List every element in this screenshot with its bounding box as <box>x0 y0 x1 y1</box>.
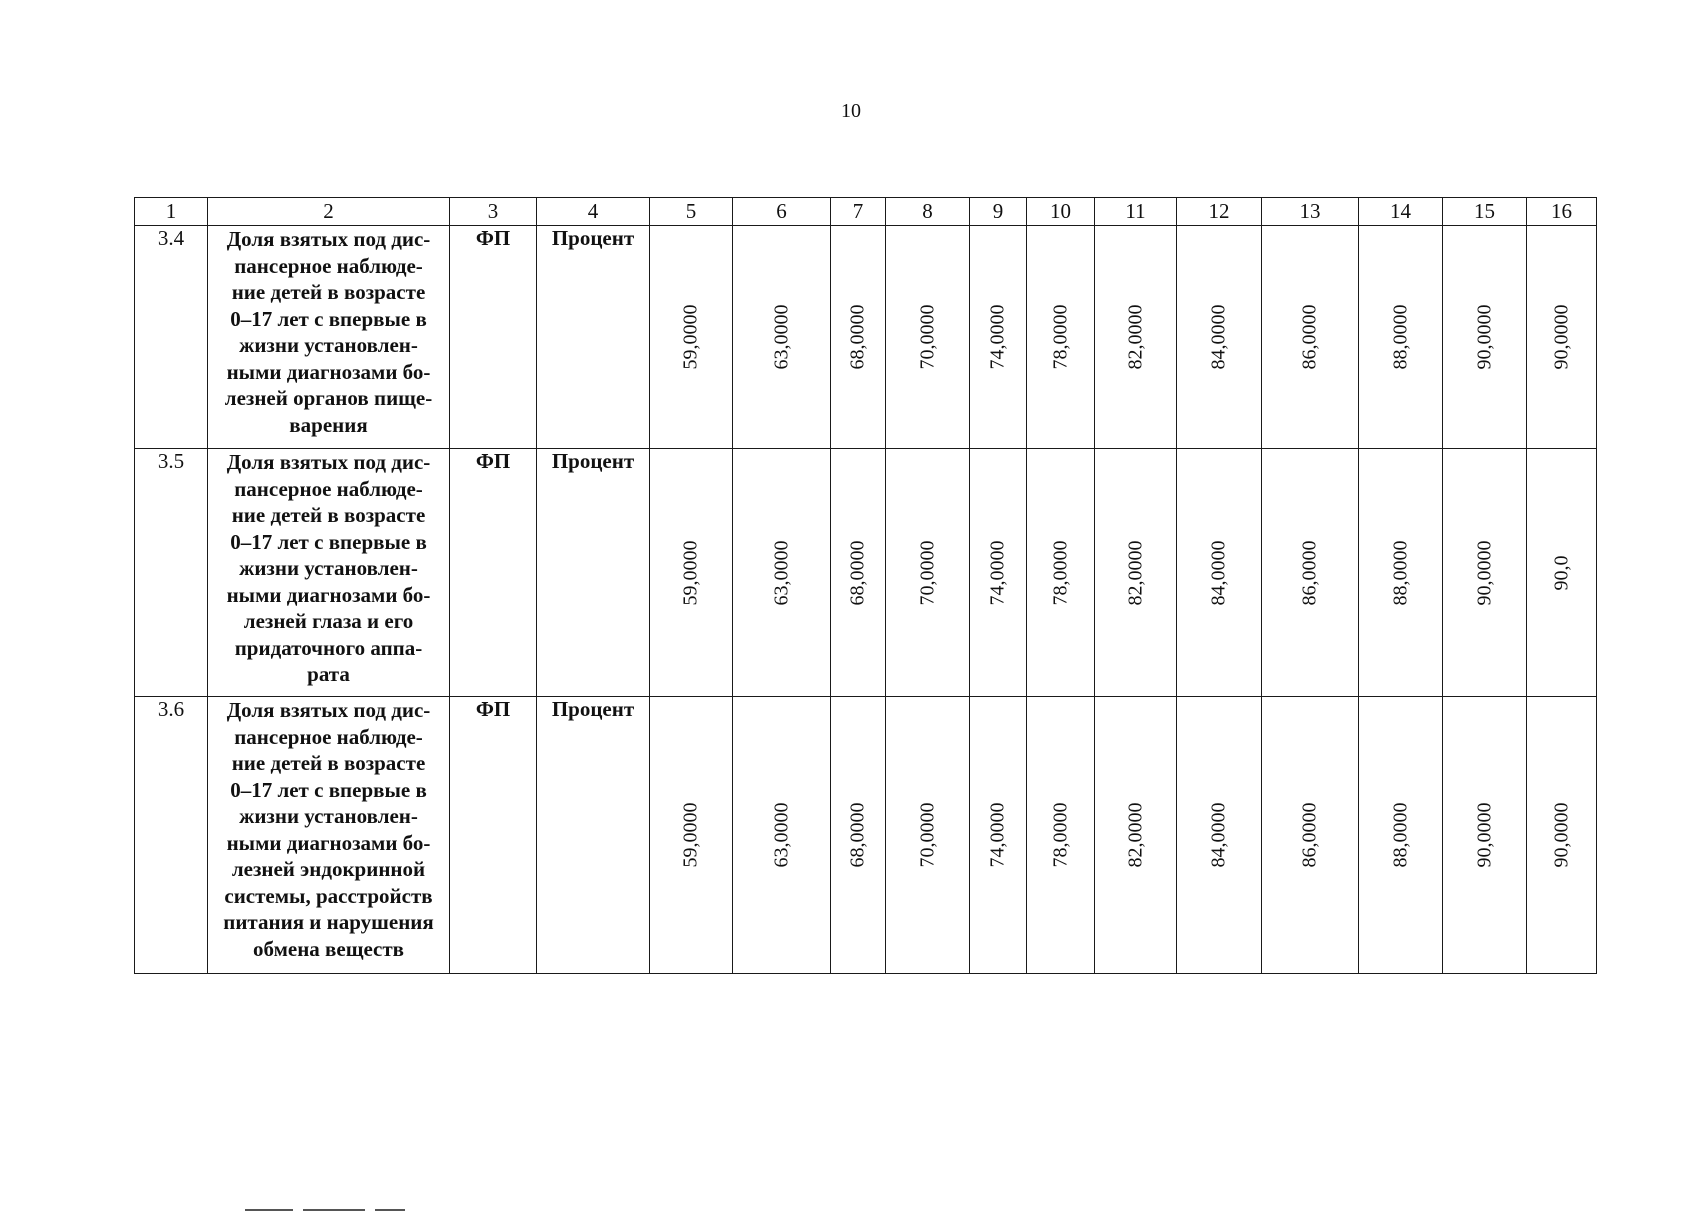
description-line: Доля взятых под дис- <box>226 450 431 474</box>
value-text: 82,0000 <box>1124 802 1146 868</box>
row-number: 3.5 <box>135 449 208 697</box>
value-cell <box>886 697 970 974</box>
header-cell: 6 <box>733 198 831 226</box>
value-cell <box>831 449 886 697</box>
value-text: 90,0000 <box>1473 802 1495 868</box>
value-cell <box>970 226 1027 449</box>
value-text: 78,0000 <box>1049 304 1071 370</box>
value-cell <box>650 226 733 449</box>
value-cell <box>1359 697 1443 974</box>
description-line: питания и нарушения <box>223 910 434 934</box>
header-cell: 1 <box>135 198 208 226</box>
description-line: придаточного аппа- <box>234 635 423 660</box>
description-line: жизни установлен- <box>239 333 418 357</box>
value-cell <box>1027 449 1095 697</box>
value-cell <box>1095 226 1177 449</box>
value-text: 86,0000 <box>1298 802 1321 868</box>
value-text: 59,0000 <box>679 802 702 868</box>
description-line: ными диагнозами бо- <box>226 830 431 855</box>
value-cell <box>1527 226 1597 449</box>
header-cell: 7 <box>831 198 886 226</box>
value-text: 63,0000 <box>770 802 792 868</box>
description-line: ние детей в возрасте <box>231 280 426 304</box>
value-cell <box>1095 697 1177 974</box>
value-text: 70,0000 <box>916 304 938 370</box>
value-text: 59,0000 <box>679 304 702 370</box>
value-text: 86,0000 <box>1298 304 1321 370</box>
value-cell <box>1027 226 1095 449</box>
source-cell: ФП <box>450 449 537 697</box>
description-line: жизни установлен- <box>239 556 418 580</box>
value-cell <box>970 697 1027 974</box>
source-cell: ФП <box>450 697 537 974</box>
value-text: 82,0000 <box>1124 304 1146 370</box>
value-text: 63,0000 <box>770 540 792 605</box>
value-text: 82,0000 <box>1124 540 1146 605</box>
value-text: 74,0000 <box>986 802 1009 868</box>
description-line: лезней эндокринной <box>231 857 426 881</box>
value-cell <box>1262 449 1359 697</box>
value-cell <box>831 226 886 449</box>
description-line: варения <box>289 412 368 437</box>
value-text: 88,0000 <box>1389 304 1411 370</box>
value-cell <box>886 226 970 449</box>
description-line: 0–17 лет с впервые в <box>230 529 427 554</box>
table-row <box>135 449 1597 697</box>
indicator-description <box>208 697 450 974</box>
value-cell <box>1527 697 1597 974</box>
value-text: 84,0000 <box>1207 802 1230 868</box>
value-cell <box>1359 449 1443 697</box>
value-text: 68,0000 <box>846 540 869 605</box>
indicator-description <box>208 226 450 449</box>
value-text: 90,0 <box>1550 555 1572 590</box>
description-line: 0–17 лет с впервые в <box>230 306 427 331</box>
value-text: 59,0000 <box>679 540 702 605</box>
value-cell <box>1177 697 1262 974</box>
header-row <box>135 198 1597 226</box>
header-cell: 11 <box>1095 198 1177 226</box>
value-cell <box>1177 226 1262 449</box>
description-line: ными диагнозами бо- <box>226 359 431 384</box>
value-text: 84,0000 <box>1207 304 1230 370</box>
value-cell <box>1027 697 1095 974</box>
value-text: 68,0000 <box>846 802 869 868</box>
description-line: ние детей в возрасте <box>231 503 426 527</box>
description-line: ние детей в возрасте <box>231 751 426 775</box>
value-text: 86,0000 <box>1298 540 1321 605</box>
value-cell <box>1095 449 1177 697</box>
header-cell: 16 <box>1527 198 1597 226</box>
description-line: лезней органов пище- <box>224 386 433 410</box>
value-text: 90,0000 <box>1473 540 1495 605</box>
value-text: 74,0000 <box>986 540 1009 605</box>
unit-cell: Процент <box>537 226 650 449</box>
value-cell <box>650 697 733 974</box>
value-cell <box>1262 697 1359 974</box>
header-cell: 14 <box>1359 198 1443 226</box>
value-cell <box>1527 449 1597 697</box>
description-line: системы, расстройств <box>224 883 433 908</box>
value-text: 90,0000 <box>1473 304 1495 370</box>
description-line: лезней глаза и его <box>243 609 414 633</box>
value-cell <box>1262 226 1359 449</box>
description-line: ными диагнозами бо- <box>226 582 431 607</box>
value-cell <box>1177 449 1262 697</box>
value-text: 63,0000 <box>770 304 792 370</box>
value-text: 88,0000 <box>1389 540 1411 605</box>
description-line: пансерное наблюде- <box>234 253 423 278</box>
value-text: 84,0000 <box>1207 540 1230 605</box>
value-text: 88,0000 <box>1389 802 1411 868</box>
header-cell: 15 <box>1443 198 1527 226</box>
header-cell: 9 <box>970 198 1027 226</box>
header-cell: 3 <box>450 198 537 226</box>
value-text: 74,0000 <box>986 304 1009 370</box>
value-cell <box>1443 449 1527 697</box>
description-line: пансерное наблюде- <box>234 476 423 501</box>
description-line: 0–17 лет с впервые в <box>230 777 427 802</box>
table-row <box>135 226 1597 449</box>
header-cell: 5 <box>650 198 733 226</box>
value-cell <box>650 449 733 697</box>
value-cell <box>970 449 1027 697</box>
value-text: 68,0000 <box>846 304 869 370</box>
description-line: обмена веществ <box>253 936 404 961</box>
description-line: жизни установлен- <box>239 804 418 828</box>
value-cell <box>1359 226 1443 449</box>
value-text: 70,0000 <box>916 802 938 868</box>
value-text: 90,0000 <box>1550 304 1572 370</box>
table-row <box>135 697 1597 974</box>
indicators-table <box>134 197 1597 974</box>
header-cell: 4 <box>537 198 650 226</box>
page-number: 10 <box>841 100 861 122</box>
value-text: 70,0000 <box>916 540 938 605</box>
source-cell: ФП <box>450 226 537 449</box>
value-cell <box>831 697 886 974</box>
value-cell <box>733 697 831 974</box>
header-cell: 2 <box>208 198 450 226</box>
value-cell <box>733 226 831 449</box>
value-text: 78,0000 <box>1049 540 1071 605</box>
header-cell: 12 <box>1177 198 1262 226</box>
header-cell: 10 <box>1027 198 1095 226</box>
header-cell: 8 <box>886 198 970 226</box>
description-line: Доля взятых под дис- <box>226 698 431 722</box>
value-cell <box>1443 226 1527 449</box>
value-cell <box>886 449 970 697</box>
indicator-description <box>208 449 450 697</box>
unit-cell: Процент <box>537 697 650 974</box>
row-number: 3.4 <box>135 226 208 449</box>
value-cell <box>1443 697 1527 974</box>
description-line: пансерное наблюде- <box>234 724 423 749</box>
row-number: 3.6 <box>135 697 208 974</box>
value-text: 90,0000 <box>1550 802 1572 868</box>
unit-cell: Процент <box>537 449 650 697</box>
table-body <box>135 226 1597 974</box>
value-cell <box>733 449 831 697</box>
header-cell: 13 <box>1262 198 1359 226</box>
value-text: 78,0000 <box>1049 802 1071 868</box>
description-line: Доля взятых под дис- <box>226 227 431 251</box>
description-line: рата <box>307 662 350 686</box>
